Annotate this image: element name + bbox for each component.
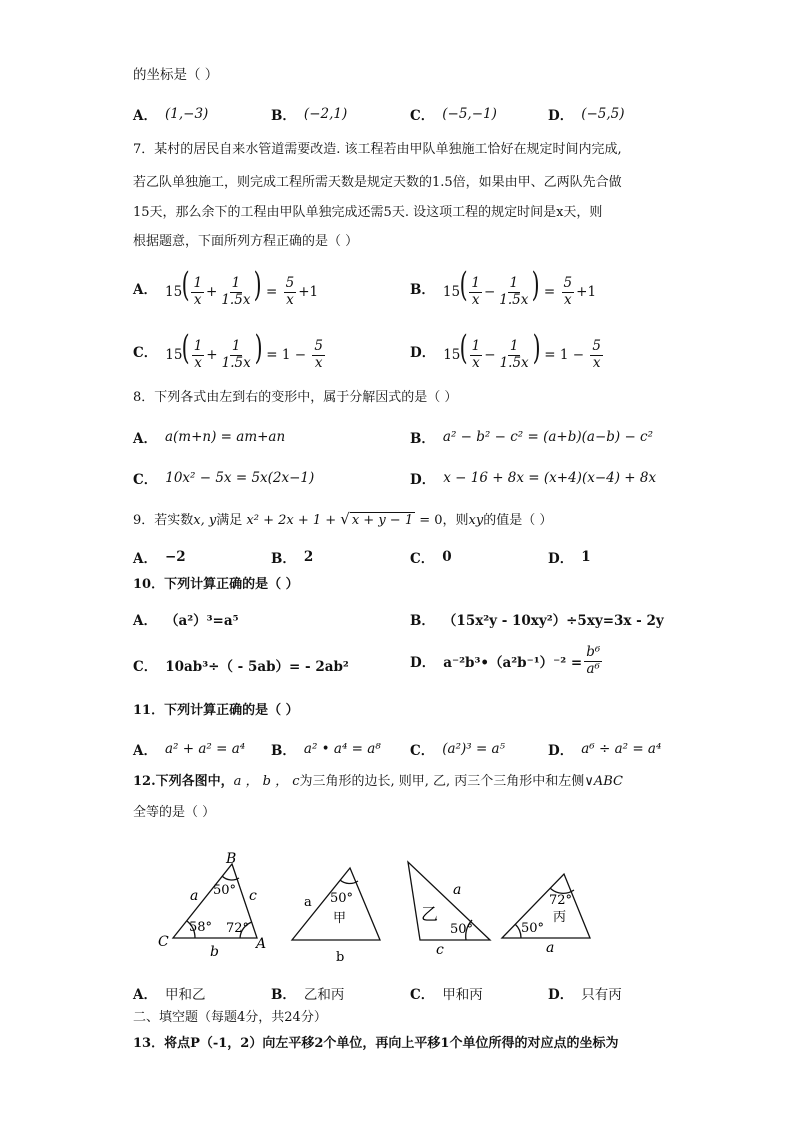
q7-stem-line-3: 15天，那么余下的工程由甲队单独完成还需5天. 设这项工程的规定时间是x天，则: [133, 205, 603, 220]
q9-vars: x, y: [193, 513, 217, 528]
q8-stem: 8．下列各式由左到右的变形中，属于分解因式的是（ ）: [133, 390, 458, 405]
option-label: A．: [133, 613, 157, 629]
triangle-bing: [502, 874, 590, 938]
option-text: x − 16 + 8x = (x+4)(x−4) + 8x: [443, 470, 657, 486]
q7-option-c[interactable]: [133, 328, 327, 372]
triangle-name-jia: 甲: [333, 911, 347, 926]
vertex-c-label: C: [158, 934, 169, 950]
option-text: 10ab³÷（ - 5ab）= - 2ab²: [165, 659, 349, 675]
option-text: 10x² − 5x = 5x(2x−1): [165, 470, 315, 486]
q10-option-d[interactable]: [410, 645, 604, 677]
option-text: 0: [442, 549, 452, 565]
q9-stem-c: 的值是（ ）: [483, 513, 553, 528]
angle-label: 50°: [330, 891, 354, 906]
option-text: (−2,1): [303, 106, 348, 122]
equation-d: 15( $\frac{1}{x}$ − $\frac{1}{1.5x}$ ) = 1 − $\frac{5}{x}$: [443, 328, 601, 371]
option-text: 乙和丙: [303, 987, 345, 1003]
q9-stem: 9．若实数x, y满足 x² + 2x + 1 + √ x + y − 1 = 0，则xy的值是（ ）: [133, 510, 553, 528]
option-label: A．: [133, 987, 157, 1003]
q9-option-d[interactable]: [548, 547, 591, 567]
angle-label: 50°: [521, 921, 545, 936]
option-text: 甲和丙: [442, 987, 483, 1003]
option-text: (1,−3): [164, 106, 209, 122]
q12-option-a[interactable]: [133, 983, 205, 1003]
q9-equation: x² + 2x + 1 +: [246, 513, 341, 528]
q10-option-a[interactable]: [133, 609, 239, 629]
option-text: a⁶ ÷ a² = a⁴: [581, 741, 662, 757]
option-label: B．: [271, 108, 296, 124]
option-text: 1: [581, 549, 591, 565]
option-label: D．: [548, 987, 574, 1003]
option-text: a² + a² = a⁴: [164, 741, 246, 757]
fraction-denominator: a⁶: [586, 660, 600, 677]
side-a-label: a: [546, 940, 555, 956]
section-heading: 二、填空题（每题4分，共24分）: [133, 1010, 327, 1025]
q9-radicand: x + y − 1: [351, 513, 414, 528]
q9-option-c[interactable]: [410, 547, 452, 567]
vertex-b-label: B: [226, 851, 237, 867]
option-label: D．: [410, 345, 436, 362]
option-text: a² − b² − c² = (a+b)(a−b) − c²: [442, 429, 654, 445]
triangle-name-yi: 乙: [421, 905, 438, 925]
option-label: A．: [133, 431, 157, 447]
side-b-label: b: [210, 944, 219, 960]
q6-option-b[interactable]: [271, 104, 347, 124]
angle-a-label: 72°: [226, 921, 250, 936]
side-c-label: c: [249, 888, 257, 904]
q8-option-a[interactable]: [133, 427, 285, 447]
side-b-label: b: [336, 950, 345, 965]
option-text: a(m+n) = am+an: [164, 429, 286, 445]
q12-stem-a: 12.下列各图中，: [133, 774, 234, 789]
option-label: C．: [133, 472, 158, 488]
q9-stem-a: 9．若实数: [133, 513, 194, 528]
option-label: B．: [410, 282, 435, 299]
option-text: a² • a⁴ = a⁸: [303, 741, 381, 757]
q9-equation-end: = 0，则: [415, 513, 469, 528]
side-c-label: c: [436, 942, 444, 958]
angle-label: 50°: [450, 922, 474, 937]
option-label: D．: [548, 108, 574, 124]
q7-stem-line-2: 若乙队单独施工，则完成工程所需天数是规定天数的1.5倍，如果由甲、乙两队先合做: [133, 175, 622, 190]
q7-stem-line-4: 根据题意，下面所列方程正确的是（ ）: [133, 234, 359, 249]
option-label: B．: [410, 613, 435, 629]
question-6-stem-tail: 的坐标是（ ）: [133, 67, 219, 83]
q12-option-d[interactable]: [548, 983, 622, 1003]
q9-stem-b: 满足: [216, 513, 243, 528]
q9-expression: xy: [468, 513, 484, 528]
q9-option-b[interactable]: [271, 547, 313, 567]
side-a-label: a: [190, 888, 199, 904]
triangle-yi: [408, 862, 490, 940]
q12-stem-b: 为三角形的边长, 则甲, 乙, 丙三个三角形中和左侧: [299, 774, 585, 789]
option-text: a⁻²b³•（a²b⁻¹）⁻² =: [443, 655, 583, 672]
q7-stem-line-1: 7．某村的居民自来水管道需要改造. 该工程若由甲队单独施工恰好在规定时间内完成,: [133, 142, 622, 157]
angle-c-label: 58°: [189, 920, 213, 935]
option-text: （a²）³=a⁵: [164, 613, 239, 629]
q7-option-b[interactable]: [410, 265, 597, 309]
side-a-label: a: [304, 895, 312, 910]
q11-option-b[interactable]: [271, 739, 381, 759]
q11-option-c[interactable]: [410, 739, 505, 759]
q12-stem: [133, 774, 623, 790]
q12-option-c[interactable]: [410, 983, 483, 1003]
option-label: A．: [133, 551, 157, 567]
q12-triangle-figure: [150, 848, 670, 968]
option-label: D．: [410, 655, 436, 672]
q11-option-d[interactable]: [548, 739, 661, 759]
q7-option-a[interactable]: [133, 265, 319, 309]
option-label: A．: [133, 108, 157, 124]
fraction-numerator: b⁶: [586, 644, 601, 660]
q11-option-a[interactable]: [133, 739, 245, 759]
option-label: C．: [410, 743, 435, 759]
option-text: (a²)³ = a⁵: [442, 741, 506, 757]
option-label: C．: [133, 659, 158, 675]
option-text: (−5,−1): [442, 106, 497, 122]
option-label: C．: [133, 345, 158, 362]
option-text: 2: [303, 549, 314, 565]
angle-b-label: 50°: [213, 883, 237, 898]
q12-vars: a ， b ， c: [233, 774, 300, 789]
q9-option-a[interactable]: [133, 547, 186, 567]
option-label: B．: [410, 431, 435, 447]
q7-option-d[interactable]: [410, 328, 605, 372]
q13-stem: 13．将点P（-1，2）向左平移2个单位，再向上平移1个单位所得的对应点的坐标为: [133, 1036, 619, 1051]
option-text: −2: [164, 549, 186, 565]
q12-triangle-name: ∨ABC: [584, 774, 623, 789]
option-label: A．: [133, 743, 157, 759]
angle-label: 72°: [549, 893, 573, 908]
option-label: C．: [410, 987, 435, 1003]
option-label: D．: [410, 472, 436, 488]
option-text: 甲和乙: [164, 987, 206, 1003]
option-label: A．: [133, 282, 157, 299]
equation-b: 15( $\frac{1}{x}$ − $\frac{1}{1.5x}$ ) = $\frac{5}{x}$ +1: [442, 265, 597, 308]
option-label: B．: [271, 743, 296, 759]
option-label: C．: [410, 108, 435, 124]
q8-option-c[interactable]: [133, 468, 314, 488]
q6-option-c[interactable]: [410, 104, 497, 124]
q6-option-a[interactable]: [133, 104, 208, 124]
option-label: D．: [548, 743, 574, 759]
vertex-a-label: A: [256, 936, 267, 952]
q6-option-d[interactable]: [548, 104, 625, 124]
q8-option-b[interactable]: [410, 427, 653, 447]
q12-option-b[interactable]: [271, 983, 344, 1003]
option-label: B．: [271, 987, 296, 1003]
option-label: B．: [271, 551, 296, 567]
q11-stem: 11．下列计算正确的是（ ）: [133, 703, 299, 718]
option-text: (−5,5): [581, 106, 625, 122]
triangle-name-bing: 丙: [553, 910, 567, 925]
q12-stem-line-2: 全等的是（ ）: [133, 805, 216, 820]
option-label: D．: [548, 551, 574, 567]
equation-c: 15( $\frac{1}{x}$ + $\frac{1}{1.5x}$ ) = 1 − $\frac{5}{x}$: [165, 328, 323, 371]
q8-option-d[interactable]: [410, 468, 656, 488]
option-text: 只有丙: [581, 987, 622, 1003]
option-text: （15x²y - 10xy²）÷5xy=3x - 2y: [442, 613, 664, 629]
q10-stem: 10．下列计算正确的是（ ）: [133, 577, 299, 592]
q10-option-c[interactable]: [133, 655, 349, 675]
equation-a: 15( $\frac{1}{x}$ + $\frac{1}{1.5x}$ ) = $\frac{5}{x}$ +1: [164, 265, 319, 308]
q10-option-b[interactable]: [410, 609, 664, 629]
side-a-label: a: [453, 882, 462, 898]
option-label: C．: [410, 551, 435, 567]
